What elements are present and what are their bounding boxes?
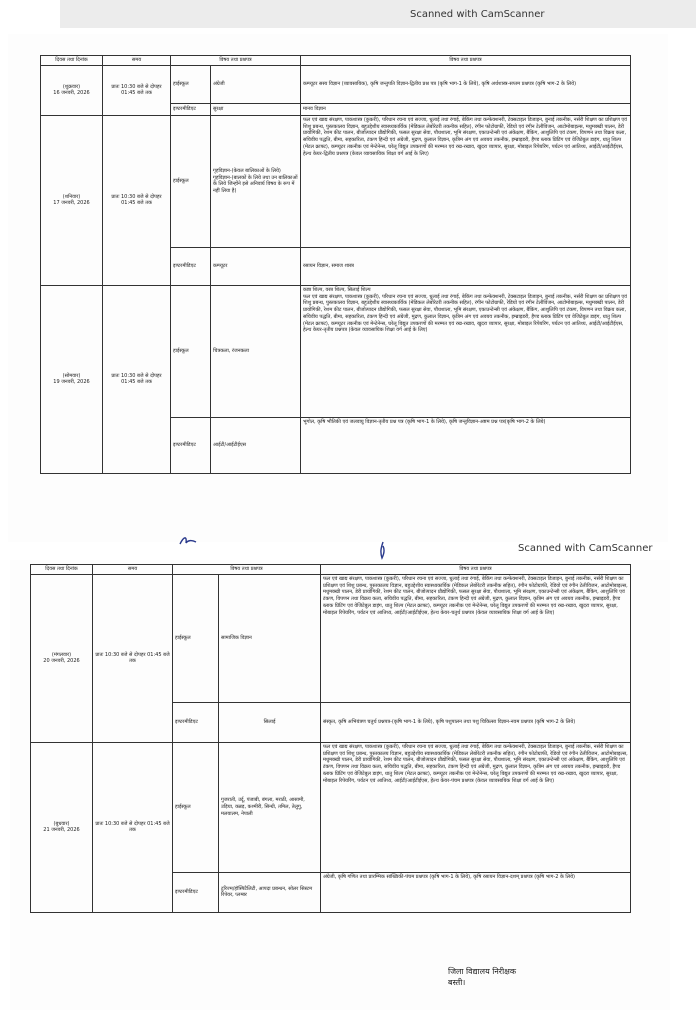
subject-cell: गुजराती, उर्दू, पंजाबी, बंगला, मराठी, आसामी, उड़िया, कन्नड़, कश्मीरी, सिन्धी, तमिल, तेलुगु, मलयालम, नेपाली: [219, 742, 321, 872]
header-subject-group: विषय तथा प्रश्नपत्र: [173, 565, 321, 575]
level-cell: इण्टरमीडिएट: [173, 872, 219, 912]
schedule-table-2: [30, 564, 631, 913]
date-cell: (सोमवार) 19 जनवरी, 2026: [41, 285, 103, 473]
level-cell: हाईस्कूल: [173, 742, 219, 872]
time-cell: प्रातः 10:30 बजे से दोपहर 01:45 बजे तक: [93, 574, 173, 742]
time-cell: प्रातः 10:30 बजे से दोपहर 01:45 बजे तक: [103, 65, 171, 115]
papers-cell: कम्प्यूटर सस्य विज्ञान (व्यावसायिक), कृषि जन्तुपति विज्ञान-द्वितीय प्रश्न पत्र (कृषि भाग-1 के लिये), कृषि अर्थशास्त्र-सप्तम प्रश्नपत्र (कृषि भाग-2 के लिये): [301, 65, 631, 103]
table-row: [31, 742, 631, 872]
subject-cell: सामाजिक विज्ञान: [219, 574, 321, 702]
level-cell: हाईस्कूल: [173, 574, 219, 702]
initials-mark: [178, 534, 198, 548]
level-cell: इण्टरमीडिएट: [171, 103, 211, 115]
header-subject-group: विषय तथा प्रश्नपत्र: [171, 56, 301, 66]
header-subject-paper: विषय तथा प्रश्नपत्र: [321, 565, 631, 575]
papers-cell: फल एवं खाद्य संरक्षण, पाकशास्त्र (कुकरी), परिधान रचना एवं सज्जा, धुलाई तथा रंगाई, बेकिंग तथा कन्फेक्शनरी, टेक्सटाइल डिजाइन, बुनाई तकनीक, नर्सरी शिक्षण का प्रशिक्षण एवं शिशु प्रबन्ध, पुस्तकालय विज्ञान, बहुउद्देशीय स्वास्थ्यकार्यिक (मेडिकल लेबोरेटरी तकनीक सहित), रंगीन फोटोग्राफी, रेडियो एवं रंगीन टेलीविजन, आटोमोबाइल्स, मधुमक्खी पालन, डेरी प्रायोगिकी, रेशम कीट पालन, बीजोत्पादन प्रौद्योगिकी, फसल सुरक्षा सेवा, पौधशाला, भूमि संरक्षण, एकाउन्टेन्सी एवं अंकेक्षण, बैंकिंग, आशुलिपि एवं टंकण, विपणन तथा विक्रय कला, सचिवीय पद्धति, बीमा, सहकारिता, टंकण हिन्दी एवं अंग्रेजी, मुद्रण, कुलाल विज्ञान, कृत्रिम अंग एवं अवयव तकनीक, इम्ब्राइडरी, हैण्ड ब्लाक प्रिंटिंग एवं वेजिटेबुल डाइंग, धातु शिल्प (मेटल क्राफ्ट), कम्प्यूटर तकनीक एवं मेन्टेनेन्स, घरेलू विद्युत उपकरणों की मरम्मत एवं रख-रखाव, खुदरा व्यापार, सुरक्षा, मोबाइल रिपेयरिंग, पर्यटन एवं आतिथ्य, आईटी/आईटीईएस, हेल्थ केयर-पंचम प्रश्नपत्र (केवल व्यावसायिक शिक्षा वर्ग आई के लिए): [321, 742, 631, 872]
date-cell: (शुक्रवार) 16 जनवरी, 2026: [41, 65, 103, 115]
level-cell: इण्टरमीडिएट: [171, 247, 211, 285]
date-cell: (शनिवार) 17 जनवरी, 2026: [41, 115, 103, 285]
subject-cell: आईटी/आईटीईएस: [211, 417, 301, 473]
papers-cell: काष्ठ शिल्प, वस्त्र शिल्प, सिलाई शिल्प फल एवं खाद्य संरक्षण, पाकशास्त्र (कुकरी), परिधान रचना एवं सज्जा, धुलाई तथा रंगाई, बेकिंग तथा कन्फेक्शनरी, टेक्सटाइल डिजाइन, बुनाई तकनीक, नर्सरी शिक्षण का प्रशिक्षण एवं शिशु प्रबन्ध, पुस्तकालय विज्ञान, बहुउद्देशीय स्वास्थ्यकार्यिक (मेडिकल लेबोरेटरी तकनीक सहित), रंगीन फोटोग्राफी, रेडियो एवं रंगीन टेलीविजन, आटोमोबाइल्स, मधुमक्खी पालन, डेरी प्रायोगिकी, रेशम कीट पालन, बीजोत्पादन प्रौद्योगिकी, फसल सुरक्षा सेवा, पौधशाला, भूमि संरक्षण, एकाउन्टेन्सी एवं अंकेक्षण, बैंकिंग, आशुलिपि एवं टंकण, विपणन तथा विक्रय कला, सचिवीय पद्धति, बीमा, सहकारिता, टंकण हिन्दी एवं अंग्रेजी, मुद्रण, कुलाल विज्ञान, कृत्रिम अंग एवं अवयव तकनीक, इम्ब्राइडरी, हैण्ड ब्लाक प्रिंटिंग एवं वेजिटेबुल डाइंग, धातु शिल्प (मेटल क्राफ्ट), कम्प्यूटर तकनीक एवं मेन्टेनेन्स, घरेलू विद्युत उपकरणों की मरम्मत एवं रख-रखाव, खुदरा व्यापार, सुरक्षा, मोबाइल रिपेयरिंग, पर्यटन एवं आतिथ्य, आईटी/आईटीईएस, हेल्थ केयर-तृतीय प्रश्नपत्र (केवल व्यावसायिक शिक्षा वर्ग आई के लिए): [301, 285, 631, 417]
level-cell: हाईस्कूल: [171, 285, 211, 417]
date-cell: (मंगलवार) 20 जनवरी, 2026: [31, 574, 93, 742]
table-header-row: [41, 56, 631, 66]
header-date: दिवस तथा दिनांक: [31, 565, 93, 575]
time-cell: प्रातः 10:30 बजे से दोपहर 01:45 बजे तक: [103, 285, 171, 473]
level-cell: हाईस्कूल: [171, 65, 211, 103]
subject-cell: गृहविज्ञान-(केवल बालिकाओं के लिये) गृहविज्ञान-(बालकों के लिये तथा उन बालिकाओं के लिये जिन्होंने इसे अनिवार्य विषय के रूप में नहीं लिया है): [211, 115, 301, 247]
papers-cell: भूगोल, कृषि भौतिकी एवं जलवायु विज्ञान-तृतीय प्रश्न पत्र (कृषि भाग-1 के लिये), कृषि जन्तुविज्ञान-अष्टम प्रश्न पत्र(कृषि भाग-2 के लिये): [301, 417, 631, 473]
header-date: दिवस तथा दिनांक: [41, 56, 103, 66]
papers-cell: फल एवं खाद्य संरक्षण, पाकशास्त्र (कुकरी), परिधान रचना एवं सज्जा, धुलाई तथा रंगाई, बेकिंग तथा कन्फेक्शनरी, टेक्सटाइल डिजाइन, बुनाई तकनीक, नर्सरी शिक्षण का प्रशिक्षण एवं शिशु प्रबन्ध, पुस्तकालय विज्ञान, बहुउद्देशीय स्वास्थ्यकार्यिक (मेडिकल लेबोरेटरी तकनीक सहित), रंगीन फोटोग्राफी, रेडियो एवं रंगीन टेलीविजन, आटोमोबाइल्स, मधुमक्खी पालन, डेरी प्रायोगिकी, रेशम कीट पालन, बीजोत्पादन प्रौद्योगिकी, फसल सुरक्षा सेवा, पौधशाला, भूमि संरक्षण, एकाउन्टेन्सी एवं अंकेक्षण, बैंकिंग, आशुलिपि एवं टंकण, विपणन तथा विक्रय कला, सचिवीय पद्धति, बीमा, सहकारिता, टंकण हिन्दी एवं अंग्रेजी, मुद्रण, कुलाल विज्ञान, कृत्रिम अंग एवं अवयव तकनीक, इम्ब्राइडरी, हैण्ड ब्लाक प्रिंटिंग एवं वेजिटेबुल डाइंग, धातु शिल्प (मेटल क्राफ्ट), कम्प्यूटर तकनीक एवं मेन्टेनेन्स, घरेलू विद्युत उपकरणों की मरम्मत एवं रख-रखाव, खुदरा व्यापार, सुरक्षा, मोबाइल रिपेयरिंग, पर्यटन एवं आतिथ्य, आईटी/आईटीईएस, हेल्थ केयर-चतुर्थ प्रश्नपत्र (केवल व्यावसायिक शिक्षा वर्ग आई के लिए): [321, 574, 631, 702]
level-cell: हाईस्कूल: [171, 115, 211, 247]
officer-title: जिला विद्यालय निरीक्षक: [448, 967, 517, 976]
signature-mark: [375, 540, 389, 560]
scanner-header-bar: [60, 0, 696, 28]
table-header-row: [31, 565, 631, 575]
date-cell: (बुधवार) 21 जनवरी, 2026: [31, 742, 93, 912]
exam-schedule-page-2: [10, 560, 670, 1010]
header-time: समय: [93, 565, 173, 575]
time-cell: प्रातः 10:30 बजे से दोपहर 01:45 बजे तक: [93, 742, 173, 912]
table-row: [31, 574, 631, 702]
schedule-table-1: [40, 55, 631, 474]
level-cell: इण्टरमीडिएट: [173, 702, 219, 742]
subject-cell: सुरक्षा: [211, 103, 301, 115]
subject-cell: सिलाई: [219, 702, 321, 742]
subject-cell: टूरिज्म/हॉस्पिटैलिटी, आपदा प्रबन्धन, सोलर सिस्टम रिपेयर, प्लम्बर: [219, 872, 321, 912]
table-row: [41, 65, 631, 103]
table-row: [41, 115, 631, 247]
camscanner-label-top: Scanned with CamScanner: [410, 9, 545, 20]
subject-cell: कम्प्यूटर: [211, 247, 301, 285]
camscanner-label-mid: Scanned with CamScanner: [518, 543, 653, 554]
papers-cell: मानव विज्ञान: [301, 103, 631, 115]
header-subject-paper: विषय तथा प्रश्नपत्र: [301, 56, 631, 66]
subject-cell: अंग्रेजी: [211, 65, 301, 103]
papers-cell: फल एवं खाद्य संरक्षण, पाकशास्त्र (कुकरी), परिधान रचना एवं सज्जा, धुलाई तथा रंगाई, बेकिंग तथा कन्फेक्शनरी, टेक्सटाइल डिजाइन, बुनाई तकनीक, नर्सरी शिक्षण का प्रशिक्षण एवं शिशु प्रबन्ध, पुस्तकालय विज्ञान, बहुउद्देशीय स्वास्थ्यकार्यिक (मेडिकल लेबोरेटरी तकनीक सहित), रंगीन फोटोग्राफी, रेडियो एवं रंगीन टेलीविजन, आटोमोबाइल्स, मधुमक्खी पालन, डेरी प्रायोगिकी, रेशम कीट पालन, बीजोत्पादन प्रौद्योगिकी, फसल सुरक्षा सेवा, पौधशाला, भूमि संरक्षण, एकाउन्टेन्सी एवं अंकेक्षण, बैंकिंग, आशुलिपि एवं टंकण, विपणन तथा विक्रय कला, सचिवीय पद्धति, बीमा, सहकारिता, टंकण हिन्दी एवं अंग्रेजी, मुद्रण, कुलाल विज्ञान, कृत्रिम अंग एवं अवयव तकनीक, इम्ब्राइडरी, हैण्ड ब्लाक प्रिंटिंग एवं वेजिटेबुल डाइंग, धातु शिल्प (मेटल क्राफ्ट), कम्प्यूटर तकनीक एवं मेन्टेनेन्स, घरेलू विद्युत उपकरणों की मरम्मत एवं रख-रखाव, खुदरा व्यापार, सुरक्षा, मोबाइल रिपेयरिंग, पर्यटन एवं आतिथ्य, आईटी/आईटीईएस, हेल्थ केयर-द्वितीय प्रश्नपत्र (केवल व्यावसायिक शिक्षा वर्ग आई के लिए): [301, 115, 631, 247]
table-row: [41, 285, 631, 417]
time-cell: प्रातः 10:30 बजे से दोपहर 01:45 बजे तक: [103, 115, 171, 285]
papers-cell: अंग्रेजी, कृषि गणित तथा प्रारम्भिक सांख्यिकी-पंचम प्रश्नपत्र (कृषि भाग-1 के लिये), कृषि रसायन विज्ञान-दशम् प्रश्नपत्र (कृषि भाग-2 के लिये): [321, 872, 631, 912]
subject-cell: चित्रकला, रंजनकला: [211, 285, 301, 417]
papers-cell: संस्कृत, कृषि अभियंत्रण चतुर्थ प्रश्नपत्र-(कृषि भाग-1 के लिये), कृषि पशुपालन तथा पशु चिकित्सा विज्ञान-नवम प्रश्नपत्र (कृषि भाग-2 के लिये): [321, 702, 631, 742]
level-cell: इण्टरमीडिएट: [171, 417, 211, 473]
header-time: समय: [103, 56, 171, 66]
officer-signature-block: [448, 966, 516, 988]
papers-cell: रसायन विज्ञान, समाज शास्त्र: [301, 247, 631, 285]
exam-schedule-page-1: [8, 34, 668, 542]
officer-place: बस्ती।: [448, 978, 466, 988]
